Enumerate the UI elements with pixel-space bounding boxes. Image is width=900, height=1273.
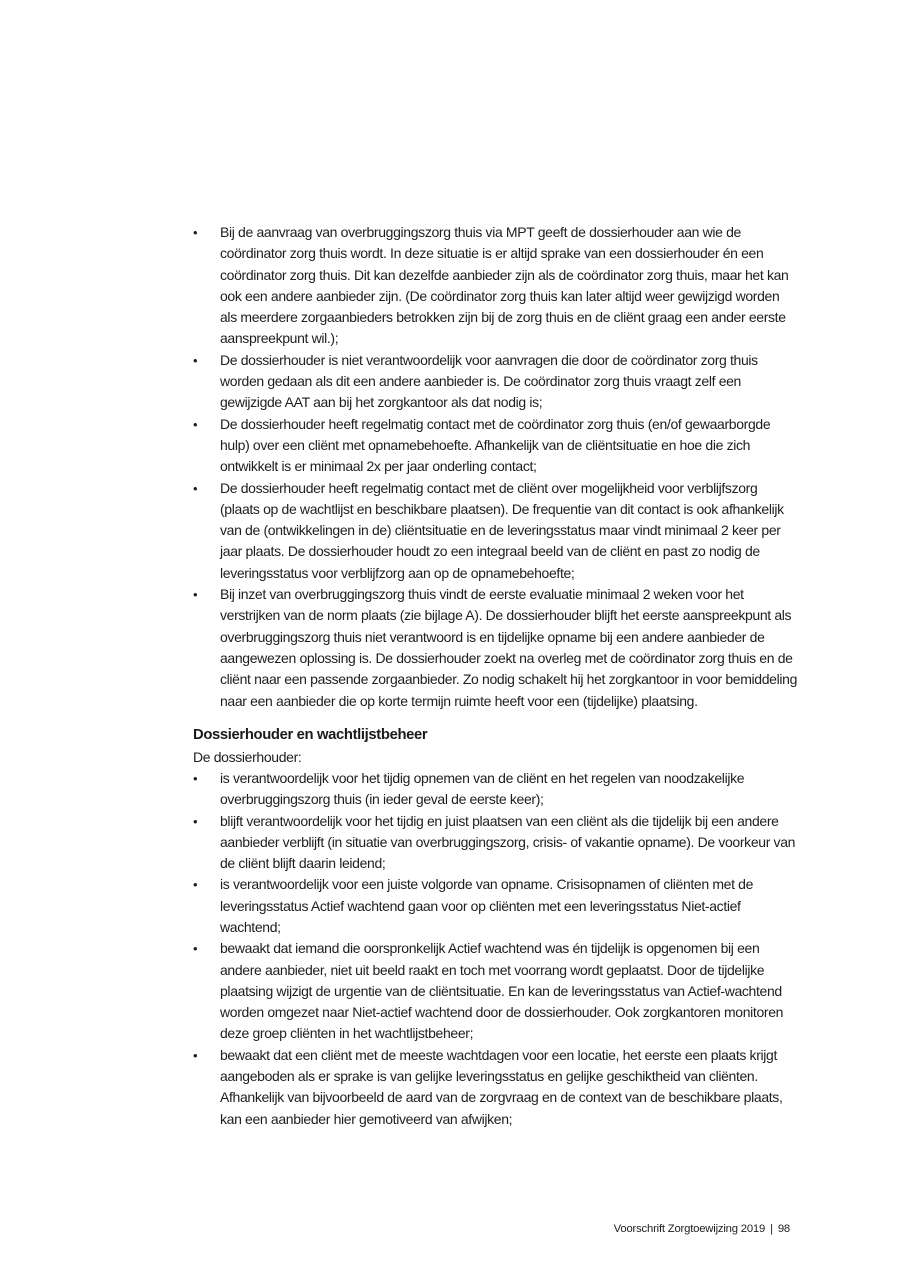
list-item-text: Bij de aanvraag van overbruggingszorg thuis via MPT geeft de dossierhouder aan wie de coördinator zorg thuis wordt. In deze situatie is er altijd sprake van een dossierhouder én een coördinator zorg thuis. Dit kan dezelfde aanbieder zijn als de coördinator zorg thuis, maar het kan ook een andere aanbieder zijn. (De coördinator zorg thuis kan later altijd weer gewijzigd worden als meerdere zorgaanbieders betrokken zijn bij de zorg thuis en de cliënt graag een ander eerste aanspreekpunt wil.);: [220, 224, 789, 347]
bullet-icon: •: [193, 416, 198, 432]
list-item: [193, 350, 799, 414]
list-item: [193, 1045, 799, 1130]
list-item-text: Bij inzet van overbruggingszorg thuis vindt de eerste evaluatie minimaal 2 weken voor het verstrijken van de norm plaats (zie bijlage A). De dossierhouder blijft het eerste aanspreekpunt als overbruggingszorg thuis niet verantwoord is en tijdelijke opname bij een andere aanbieder de aangewezen oplossing is. De dossierhouder zoekt na overleg met de coördinator zorg thuis en de cliënt naar een passende zorgaanbieder. Zo nodig schakelt hij het zorgkantoor in voor bemiddeling naar een aanbieder die op korte termijn ruimte heeft voor een (tijdelijke) plaatsing.: [220, 586, 797, 709]
list-item: [193, 478, 799, 584]
page-footer: [614, 1223, 790, 1235]
footer-separator: |: [770, 1223, 773, 1235]
bullet-icon: •: [193, 770, 198, 786]
bullet-icon: •: [193, 877, 198, 893]
list-item: [193, 414, 799, 478]
list-item: [193, 584, 799, 712]
bullet-icon: •: [193, 225, 198, 240]
bullet-icon: •: [193, 813, 198, 829]
page-number: 98: [777, 1223, 790, 1235]
list-item-text: is verantwoordelijk voor een juiste volgorde van opname. Crisisopnamen of cliënten met de leveringsstatus Actief wachtend gaan voor op cliënten met een leveringsstatus Niet-actief wachtend;: [220, 876, 754, 935]
list-item-text: bewaakt dat iemand die oorspronkelijk Actief wachtend was én tijdelijk is opgenomen bij een andere aanbieder, niet uit beeld raakt en toch met voorrang wordt geplaatst. Door de tijdelijke plaatsing wijzigt de urgentie van de cliëntsituatie. En kan de leveringsstatus van Actief-wachtend worden omgezet naar Niet-actief wachtend door de dossierhouder. Ook zorgkantoren monitoren deze groep cliënten in het wachtlijstbeheer;: [220, 940, 784, 1042]
list-item: [193, 811, 799, 875]
bullet-icon: •: [193, 587, 198, 603]
list-item-text: De dossierhouder heeft regelmatig contact met de coördinator zorg thuis (en/of gewaarborgde hulp) over een cliënt met opnamebehoefte. Afhankelijk van de cliëntsituatie en hoe die zich ontwikkelt is er minimaal 2x per jaar onderling contact;: [220, 415, 771, 475]
bullet-list-wachtlijstbeheer: [193, 768, 799, 1130]
page-content: [193, 222, 799, 1130]
list-item-text: blijft verantwoordelijk voor het tijdig en juist plaatsen van een cliënt als die tijdelijk bij een andere aanbieder verblijft (in situatie van overbruggingszorg, crisis- of vakantie opname). De voorkeur van de cliënt blijft daarin leidend;: [220, 812, 796, 872]
bullet-icon: •: [193, 1047, 198, 1063]
list-item-text: bewaakt dat een cliënt met de meeste wachtdagen voor een locatie, het eerste een plaats krijgt aangeboden als er sprake is van gelijke leveringsstatus en gelijke geschiktheid van cliënten. Afhankelijk van bijvoorbeeld de aard van de zorgvraag en de context van de beschikbare plaats, kan een aanbieder hier gemotiveerd van afwijken;: [220, 1046, 783, 1127]
bullet-icon: •: [193, 941, 198, 957]
list-item-text: De dossierhouder heeft regelmatig contact met de cliënt over mogelijkheid voor verblijfszorg (plaats op de wachtlijst en beschikbare plaatsen). De frequentie van dit contact is ook afhankelijk van de (ontwikkelingen in de) cliëntsituatie en de leveringsstatus maar vindt minimaal 2 keer per jaar plaats. De dossierhouder houdt zo een integraal beeld van de cliënt en past zo nodig de leveringsstatus voor verblijfzorg aan op de opnamebehoefte;: [220, 479, 784, 581]
section-heading: Dossierhouder en wachtlijstbeheer: [193, 727, 428, 744]
list-item: [193, 768, 799, 811]
list-item: [193, 222, 799, 350]
footer-title: Voorschrift Zorgtoewijzing 2019: [613, 1223, 766, 1235]
list-item-text: is verantwoordelijk voor het tijdig opnemen van de cliënt en het regelen van noodzakelijke overbruggingszorg thuis (in ieder geval de eerste keer);: [220, 769, 745, 808]
section-intro: De dossierhouder:: [193, 748, 302, 765]
bullet-icon: •: [193, 352, 198, 368]
list-item: [193, 874, 799, 938]
list-item-text: De dossierhouder is niet verantwoordelijk voor aanvragen die door de coördinator zorg thuis worden gedaan als dit een andere aanbieder is. De coördinator zorg thuis vraagt zelf een gewijzigde AAT aan bij het zorgkantoor als dat nodig is;: [220, 351, 758, 411]
list-item: [193, 938, 799, 1044]
bullet-icon: •: [193, 480, 198, 496]
bullet-list-overbruggingszorg: [193, 222, 799, 712]
